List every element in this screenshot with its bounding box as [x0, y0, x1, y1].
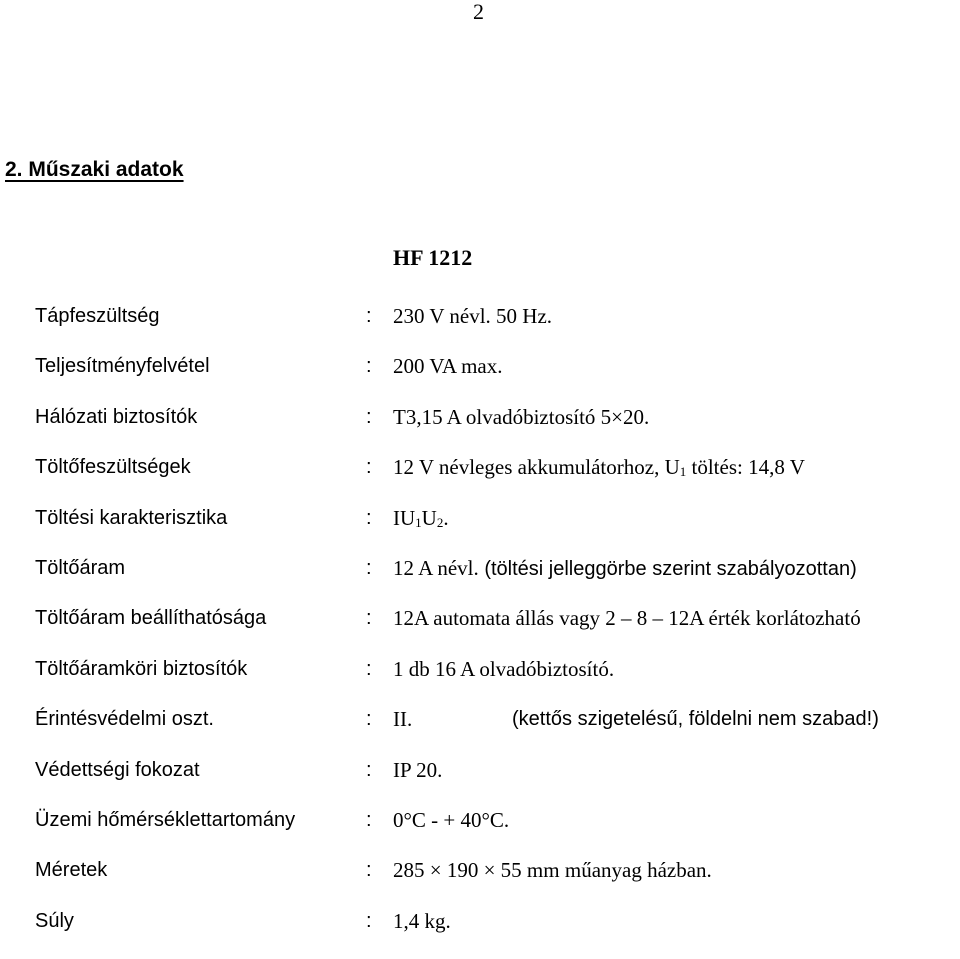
- spec-value: 1 db 16 A olvadóbiztosító.: [393, 656, 615, 681]
- spec-colon: :: [366, 859, 372, 882]
- spec-row-dimensions: [0, 858, 960, 908]
- page-number: 2: [473, 0, 484, 24]
- spec-value-text: .: [443, 505, 449, 530]
- spec-label: Tápfeszültség: [35, 305, 160, 327]
- spec-label: Méretek: [35, 859, 108, 882]
- spec-label: Súly: [35, 909, 74, 932]
- spec-value: 230 V névl. 50 Hz.: [393, 304, 553, 328]
- spec-value-note: (töltési jelleggörbe szerint szabályozottan): [478, 557, 857, 580]
- spec-row-ingress-protection: [0, 758, 960, 808]
- spec-label: Érintésvédelmi oszt.: [35, 708, 214, 731]
- spec-row-supply-voltage: [0, 304, 960, 354]
- spec-label: Töltőáramköri biztosítók: [35, 657, 248, 680]
- spec-colon: :: [366, 607, 372, 630]
- spec-value: [393, 455, 805, 479]
- spec-value: 200 VA max.: [393, 354, 503, 379]
- spec-value: 12A automata állás vagy 2 – 8 – 12A érték korlátozható: [393, 606, 861, 631]
- spec-value-subscript: 1: [679, 464, 687, 480]
- spec-row-operating-temperature: [0, 808, 960, 858]
- spec-value: IP 20.: [393, 757, 443, 782]
- spec-value: [393, 556, 857, 581]
- spec-value-text: 12 V névleges akkumulátorhoz, U: [393, 455, 680, 480]
- spec-value: 0°C - + 40°C.: [393, 807, 510, 832]
- spec-colon: :: [366, 305, 372, 327]
- model-heading: HF 1212: [393, 245, 473, 270]
- spec-row-protection-class: [0, 707, 960, 757]
- spec-value-text: töltés: 14,8 V: [686, 455, 805, 480]
- spec-row-mains-fuses: [0, 405, 960, 455]
- spec-row-charging-current: [0, 556, 960, 606]
- spec-colon: :: [366, 909, 372, 932]
- spec-colon: :: [366, 506, 372, 529]
- spec-table: [0, 304, 960, 959]
- spec-value-text: IU: [393, 505, 416, 530]
- spec-row-charging-circuit-fuses: [0, 657, 960, 707]
- spec-colon: :: [366, 657, 372, 680]
- spec-value-text: U: [421, 505, 437, 530]
- spec-label: Töltőfeszültségek: [35, 456, 191, 479]
- spec-colon: :: [366, 808, 372, 831]
- spec-colon: :: [366, 556, 372, 579]
- spec-row-charging-voltages: [0, 455, 960, 505]
- spec-value: 1,4 kg.: [393, 908, 451, 933]
- spec-label: Védettségi fokozat: [35, 758, 200, 781]
- spec-label: Töltőáram beállíthatósága: [35, 607, 267, 630]
- section-title: 2. Műszaki adatok: [5, 158, 184, 181]
- spec-colon: :: [366, 405, 372, 428]
- spec-label: Töltőáram: [35, 556, 126, 579]
- spec-row-current-adjustability: [0, 606, 960, 656]
- spec-value-subscript: 2: [436, 514, 444, 530]
- spec-value: II.: [393, 707, 413, 732]
- spec-value: [393, 506, 449, 530]
- spec-value-subscript: 1: [415, 514, 422, 530]
- spec-value-text: 12 A névl.: [393, 555, 479, 580]
- spec-colon: :: [366, 456, 372, 479]
- spec-label: Töltési karakterisztika: [35, 506, 228, 529]
- spec-label: Üzemi hőmérséklettartomány: [35, 808, 296, 831]
- spec-row-weight: [0, 909, 960, 959]
- spec-label: Teljesítményfelvétel: [35, 355, 210, 378]
- spec-row-charging-characteristic: [0, 506, 960, 556]
- spec-colon: :: [366, 355, 372, 378]
- spec-label: Hálózati biztosítók: [35, 405, 198, 428]
- spec-colon: :: [366, 708, 372, 731]
- spec-note: (kettős szigetelésű, földelni nem szabad!): [512, 708, 879, 731]
- spec-row-power-consumption: [0, 354, 960, 404]
- spec-value: T3,15 A olvadóbiztosító 5×20.: [393, 404, 650, 429]
- spec-value: 285 × 190 × 55 mm műanyag házban.: [393, 858, 712, 883]
- spec-colon: :: [366, 758, 372, 781]
